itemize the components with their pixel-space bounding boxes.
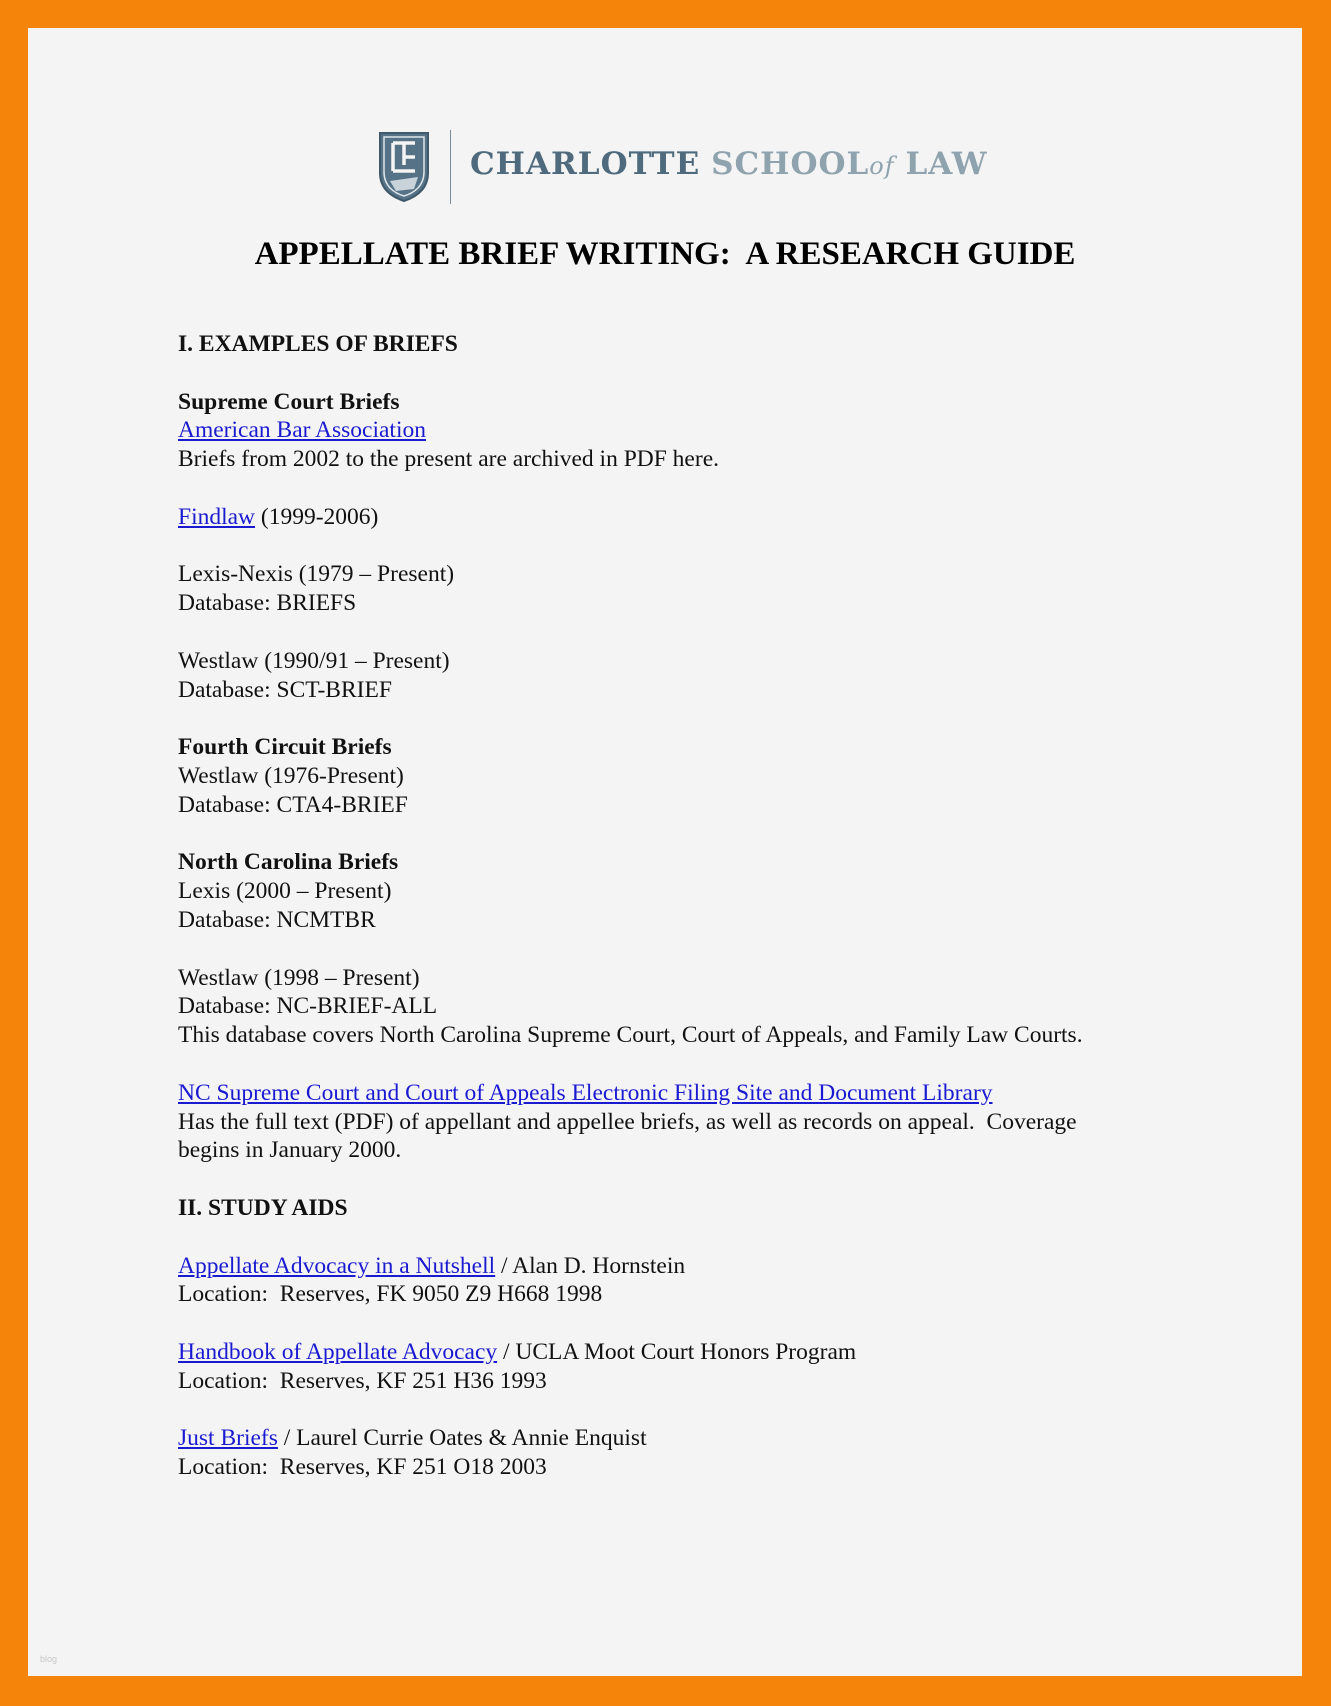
lexis-nc-coverage: Lexis (2000 – Present) bbox=[178, 878, 392, 905]
lexis-nexis-coverage: Lexis-Nexis (1979 – Present) bbox=[178, 561, 455, 588]
study-aid-location: Location: Reserves, FK 9050 Z9 H668 1998 bbox=[178, 1281, 603, 1308]
study-aid-location: Location: Reserves, KF 251 H36 1993 bbox=[178, 1367, 547, 1394]
school-logo bbox=[378, 104, 998, 204]
lexis-nexis-database: Database: BRIEFS bbox=[178, 590, 357, 617]
link-nc-efiling-site[interactable]: NC Supreme Court and Court of Appeals Electronic Filing Site and Document Library bbox=[178, 1079, 993, 1106]
logo-divider bbox=[450, 130, 451, 204]
westlaw-nc-database: Database: NC-BRIEF-ALL bbox=[178, 993, 438, 1020]
study-aid-author: / UCLA Moot Court Honors Program bbox=[497, 1338, 857, 1365]
westlaw-cta4-coverage: Westlaw (1976-Present) bbox=[178, 762, 404, 789]
westlaw-nc-description: This database covers North Carolina Supreme Court, Court of Appeals, and Family Law Courts. bbox=[178, 1022, 1083, 1049]
school-name-school: SCHOOL bbox=[711, 146, 870, 182]
lexis-nc-database: Database: NCMTBR bbox=[178, 906, 376, 933]
link-appellate-advocacy-nutshell[interactable]: Appellate Advocacy in a Nutshell bbox=[178, 1252, 496, 1279]
westlaw-sct-coverage: Westlaw (1990/91 – Present) bbox=[178, 647, 450, 674]
subheading-north-carolina: North Carolina Briefs bbox=[178, 849, 399, 876]
school-name bbox=[470, 144, 988, 186]
findlaw-years: (1999-2006) bbox=[255, 503, 379, 530]
document-title: APPELLATE BRIEF WRITING: A RESEARCH GUIDE bbox=[254, 236, 1076, 272]
westlaw-sct-database: Database: SCT-BRIEF bbox=[178, 676, 392, 703]
efiling-description-line1: Has the full text (PDF) of appellant and appellee briefs, as well as records on appeal. Coverage bbox=[178, 1108, 1077, 1135]
study-aid-location: Location: Reserves, KF 251 O18 2003 bbox=[178, 1454, 547, 1481]
link-just-briefs[interactable]: Just Briefs bbox=[178, 1425, 278, 1452]
aba-description: Briefs from 2002 to the present are archived in PDF here. bbox=[178, 446, 719, 473]
study-aid-author: / Alan D. Hornstein bbox=[495, 1252, 686, 1279]
crest-shield-icon bbox=[378, 131, 430, 203]
school-name-law: LAW bbox=[905, 146, 988, 182]
school-name-charlotte: CHARLOTTE bbox=[470, 146, 701, 182]
link-handbook-appellate-advocacy[interactable]: Handbook of Appellate Advocacy bbox=[178, 1338, 498, 1365]
school-name-of: of bbox=[869, 152, 895, 180]
westlaw-cta4-database: Database: CTA4-BRIEF bbox=[178, 791, 408, 818]
document-page bbox=[28, 28, 1302, 1676]
section-heading-study-aids: II. STUDY AIDS bbox=[178, 1194, 348, 1221]
westlaw-nc-coverage: Westlaw (1998 – Present) bbox=[178, 964, 420, 991]
link-findlaw[interactable]: Findlaw bbox=[178, 503, 256, 530]
subheading-supreme-court: Supreme Court Briefs bbox=[178, 388, 400, 415]
document-body bbox=[178, 330, 1198, 1482]
section-heading-examples: I. EXAMPLES OF BRIEFS bbox=[178, 331, 458, 357]
efiling-description-line2: begins in January 2000. bbox=[178, 1137, 402, 1164]
link-american-bar-association[interactable]: American Bar Association bbox=[178, 417, 426, 444]
watermark-text: blog bbox=[40, 1654, 58, 1664]
subheading-fourth-circuit: Fourth Circuit Briefs bbox=[178, 734, 392, 761]
study-aid-author: / Laurel Currie Oates & Annie Enquist bbox=[277, 1425, 647, 1452]
